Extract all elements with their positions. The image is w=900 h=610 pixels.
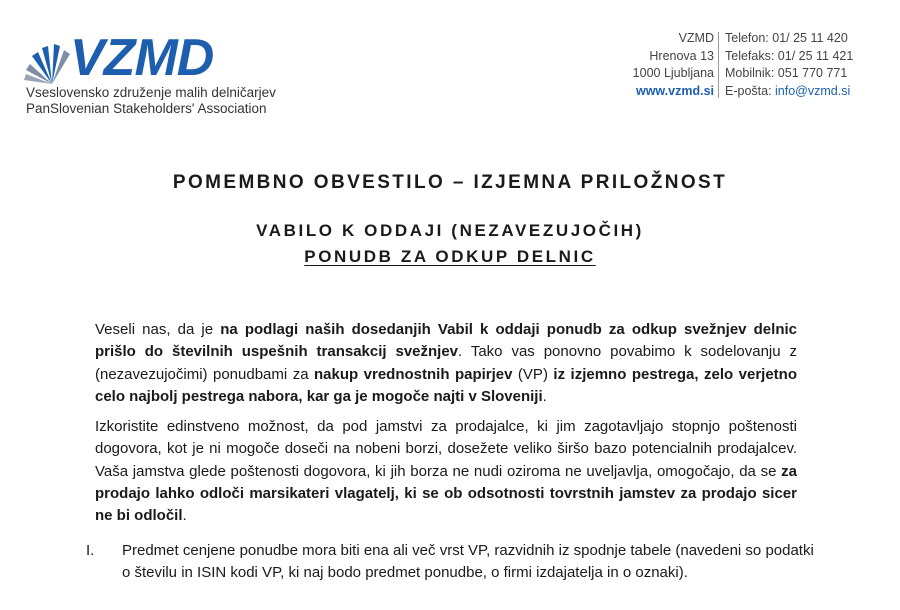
contact-block bbox=[725, 30, 853, 100]
intro-paragraph bbox=[95, 319, 797, 408]
p2-text-2: . bbox=[182, 507, 187, 525]
list-item-text: Predmet cenjene ponudbe mora biti ena ali več vrst VP, razvidnih iz spodnje tabele (navedeni so podatki o številu in ISIN kodi VP, ki naj bodo predmet ponudbe, o firmi izdajatelja in o oznaki). bbox=[122, 542, 814, 581]
logo-wordmark: VZMD bbox=[70, 29, 214, 87]
mobile-number: Mobilnik: 051 770 771 bbox=[725, 66, 848, 80]
p2-text-1: Izkoristite edinstveno možnost, da pod jamstvi za prodajalce, ki jim zagotavljajo stopnjo poštenosti dogovora, kot je ni mogoče doseči na nobeni borzi, dosežete veliko širšo bazo potencialnih prodajalcev. Vaša jamstva glede poštenosti dogovora, ki jih borza ne nudi oziroma ne uveljavlja, omogočajo, da se bbox=[95, 418, 797, 480]
address-name: VZMD bbox=[678, 31, 714, 45]
p1-text-2: . Tako vas ponovno povabimo k sodelovanju z (nezavezujočimi) ponudbami za bbox=[95, 343, 798, 383]
guarantee-paragraph bbox=[95, 416, 797, 527]
main-heading: POMEMBNO OBVESTILO – IZJEMNA PRILOŽNOST bbox=[172, 172, 728, 193]
org-name-english: PanSlovenian Stakeholders' Association bbox=[26, 101, 267, 116]
website-link[interactable]: www.vzmd.si bbox=[635, 83, 714, 98]
org-name-slovenian: Vseslovensko združenje malih delničarjev bbox=[26, 85, 276, 100]
email-label: E-pošta: bbox=[725, 83, 776, 98]
address-block bbox=[633, 30, 714, 100]
contact-divider bbox=[718, 32, 719, 98]
p1-text-3: (VP) bbox=[512, 365, 554, 383]
list-item-number: I. bbox=[86, 542, 95, 559]
fax-number: Telefaks: 01/ 25 11 421 bbox=[725, 48, 854, 63]
p1-text-1: Veseli nas, da je bbox=[95, 321, 221, 338]
p1-bold-1: na podlagi naših dosedanjih Vabil k oddaji ponudb za odkup svežnjev delnic prišlo do številnih uspešnih transakcij svežnjev bbox=[95, 321, 797, 361]
p2-bold-1: za prodajo lahko odloči marsikateri vlagatelj, ki se ob odsotnosti tovrstnih jamstev za prodajo sicer ne bi odločil bbox=[95, 462, 797, 525]
p1-text-4: . bbox=[542, 387, 547, 405]
email-line bbox=[725, 83, 853, 101]
subheading-offers-text: PONUDB ZA ODKUP DELNIC bbox=[304, 247, 596, 266]
p1-bold-3: iz izjemno pestrega, zelo verjetno celo najbolj pestrega nabora, kar ga je mogoče najti v Sloveniji bbox=[95, 365, 797, 405]
address-street: Hrenova 13 bbox=[649, 48, 714, 63]
subheading-offers bbox=[0, 247, 900, 267]
address-city: 1000 Ljubljana bbox=[632, 66, 714, 80]
p1-bold-2: nakup vrednostnih papirjev bbox=[314, 365, 513, 383]
subheading-invitation: VABILO K ODDAJI (NEZAVEZUJOČIH) bbox=[256, 221, 644, 240]
email-link[interactable]: info@vzmd.si bbox=[775, 83, 851, 98]
phone-number: Telefon: 01/ 25 11 420 bbox=[725, 31, 848, 45]
